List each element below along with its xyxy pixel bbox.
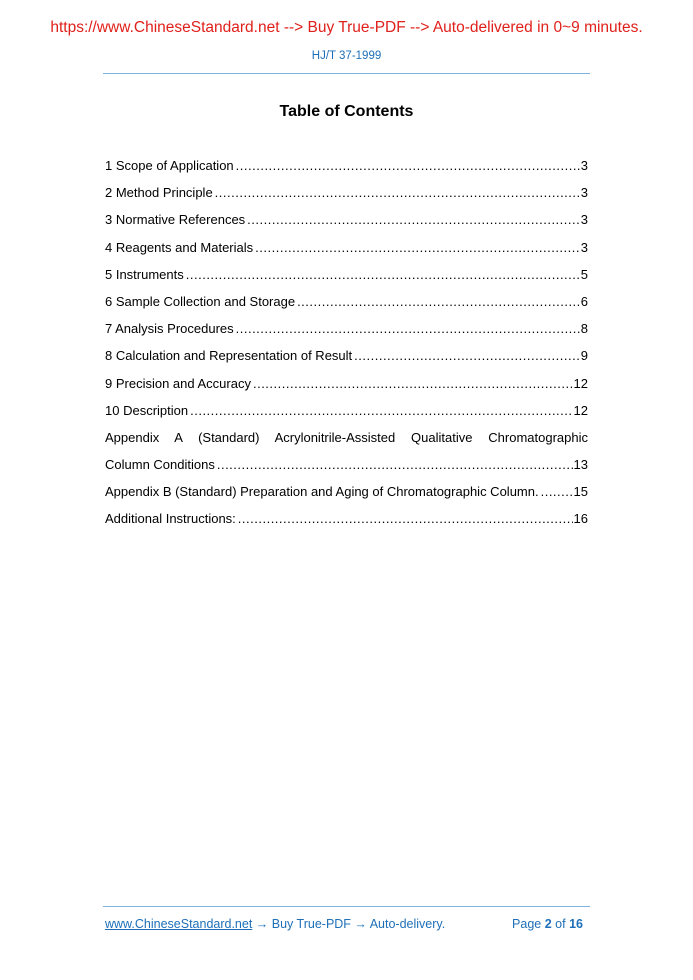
toc-leader bbox=[255, 234, 580, 261]
toc-entry-label: 7 Analysis Procedures bbox=[105, 321, 234, 337]
toc-entry-page: 6 bbox=[580, 293, 588, 309]
toc-entry-page: 3 bbox=[580, 239, 588, 255]
page-indicator bbox=[512, 917, 583, 931]
toc-entry[interactable] bbox=[105, 234, 588, 261]
footer-promo-text: → Buy True-PDF → Auto-delivery. bbox=[252, 917, 446, 931]
toc-entry-page: 3 bbox=[580, 158, 588, 173]
toc-entry[interactable] bbox=[105, 288, 588, 315]
toc-leader bbox=[217, 451, 573, 478]
footer-rule bbox=[103, 906, 590, 907]
table-of-contents bbox=[105, 152, 588, 533]
toc-appendix-a[interactable] bbox=[105, 451, 588, 478]
toc-entry-page: 12 bbox=[573, 402, 588, 418]
toc-title: Table of Contents bbox=[279, 103, 414, 120]
toc-entry-label: 10 Description bbox=[105, 402, 189, 418]
toc-entry[interactable] bbox=[105, 206, 588, 233]
page-of: of bbox=[555, 917, 566, 931]
toc-appendix-a-line1[interactable]: Appendix A (Standard) Acrylonitrile-Assisted Qualitative Chromatographic bbox=[105, 429, 588, 445]
toc-leader bbox=[354, 342, 580, 369]
toc-leader bbox=[253, 370, 573, 397]
toc-entry-label: 2 Method Principle bbox=[105, 185, 213, 201]
toc-entry-label: 3 Normative References bbox=[105, 212, 246, 228]
toc-entry-page: 12 bbox=[573, 375, 588, 391]
toc-entry-page: 8 bbox=[580, 321, 588, 337]
page-current: 2 bbox=[544, 917, 552, 931]
page-word: Page bbox=[512, 917, 542, 931]
toc-entry[interactable] bbox=[105, 152, 588, 179]
top-banner[interactable] bbox=[0, 19, 693, 37]
page-total: 16 bbox=[569, 917, 583, 931]
toc-entry[interactable] bbox=[105, 261, 588, 288]
toc-entry-page: 13 bbox=[573, 457, 588, 473]
footer-promo bbox=[105, 917, 445, 931]
toc-entry-page: 16 bbox=[573, 511, 588, 527]
toc-entry-label: 4 Reagents and Materials bbox=[105, 239, 254, 255]
toc-entry[interactable] bbox=[105, 179, 588, 206]
banner-link[interactable]: https://www.ChineseStandard.net --> Buy True-PDF --> Auto-delivered in 0~9 minutes. bbox=[50, 19, 643, 36]
toc-leader bbox=[186, 261, 580, 288]
toc-leader bbox=[247, 206, 580, 233]
toc-entry-page: 9 bbox=[580, 348, 588, 364]
toc-entry-page: 3 bbox=[580, 212, 588, 228]
toc-entry-label: 1 Scope of Application bbox=[105, 158, 234, 173]
toc-leader bbox=[238, 505, 573, 532]
toc-leader bbox=[190, 397, 572, 424]
toc-appendix-b[interactable] bbox=[105, 478, 588, 505]
toc-leader bbox=[236, 315, 580, 342]
toc-entry[interactable] bbox=[105, 342, 588, 369]
header-rule bbox=[103, 73, 590, 74]
toc-entry-label: Column Conditions bbox=[105, 457, 215, 473]
toc-entry-page: 5 bbox=[580, 266, 588, 282]
toc-additional-instructions[interactable] bbox=[105, 505, 588, 532]
toc-entry-label: Additional Instructions: bbox=[105, 511, 236, 527]
toc-leader bbox=[215, 179, 580, 206]
toc-entry[interactable] bbox=[105, 315, 588, 342]
toc-entry-label: 6 Sample Collection and Storage bbox=[105, 293, 296, 309]
toc-entry-page: 3 bbox=[580, 185, 588, 201]
footer-site-link[interactable]: www.ChineseStandard.net bbox=[105, 917, 253, 931]
toc-leader bbox=[297, 288, 580, 315]
toc-entry-page: 15 bbox=[573, 484, 588, 500]
toc-entry-label: 5 Instruments bbox=[105, 266, 184, 282]
toc-leader bbox=[236, 152, 580, 179]
toc-entry-label: Appendix B (Standard) Preparation and Aging of Chromatographic Column. bbox=[105, 484, 539, 500]
toc-entry-label: 9 Precision and Accuracy bbox=[105, 375, 251, 391]
page-footer bbox=[105, 917, 583, 931]
toc-entry[interactable] bbox=[105, 397, 588, 424]
document-code: HJ/T 37-1999 bbox=[311, 50, 382, 62]
toc-leader bbox=[541, 478, 573, 505]
toc-entry-label: 8 Calculation and Representation of Result bbox=[105, 348, 353, 364]
toc-entry[interactable] bbox=[105, 370, 588, 397]
